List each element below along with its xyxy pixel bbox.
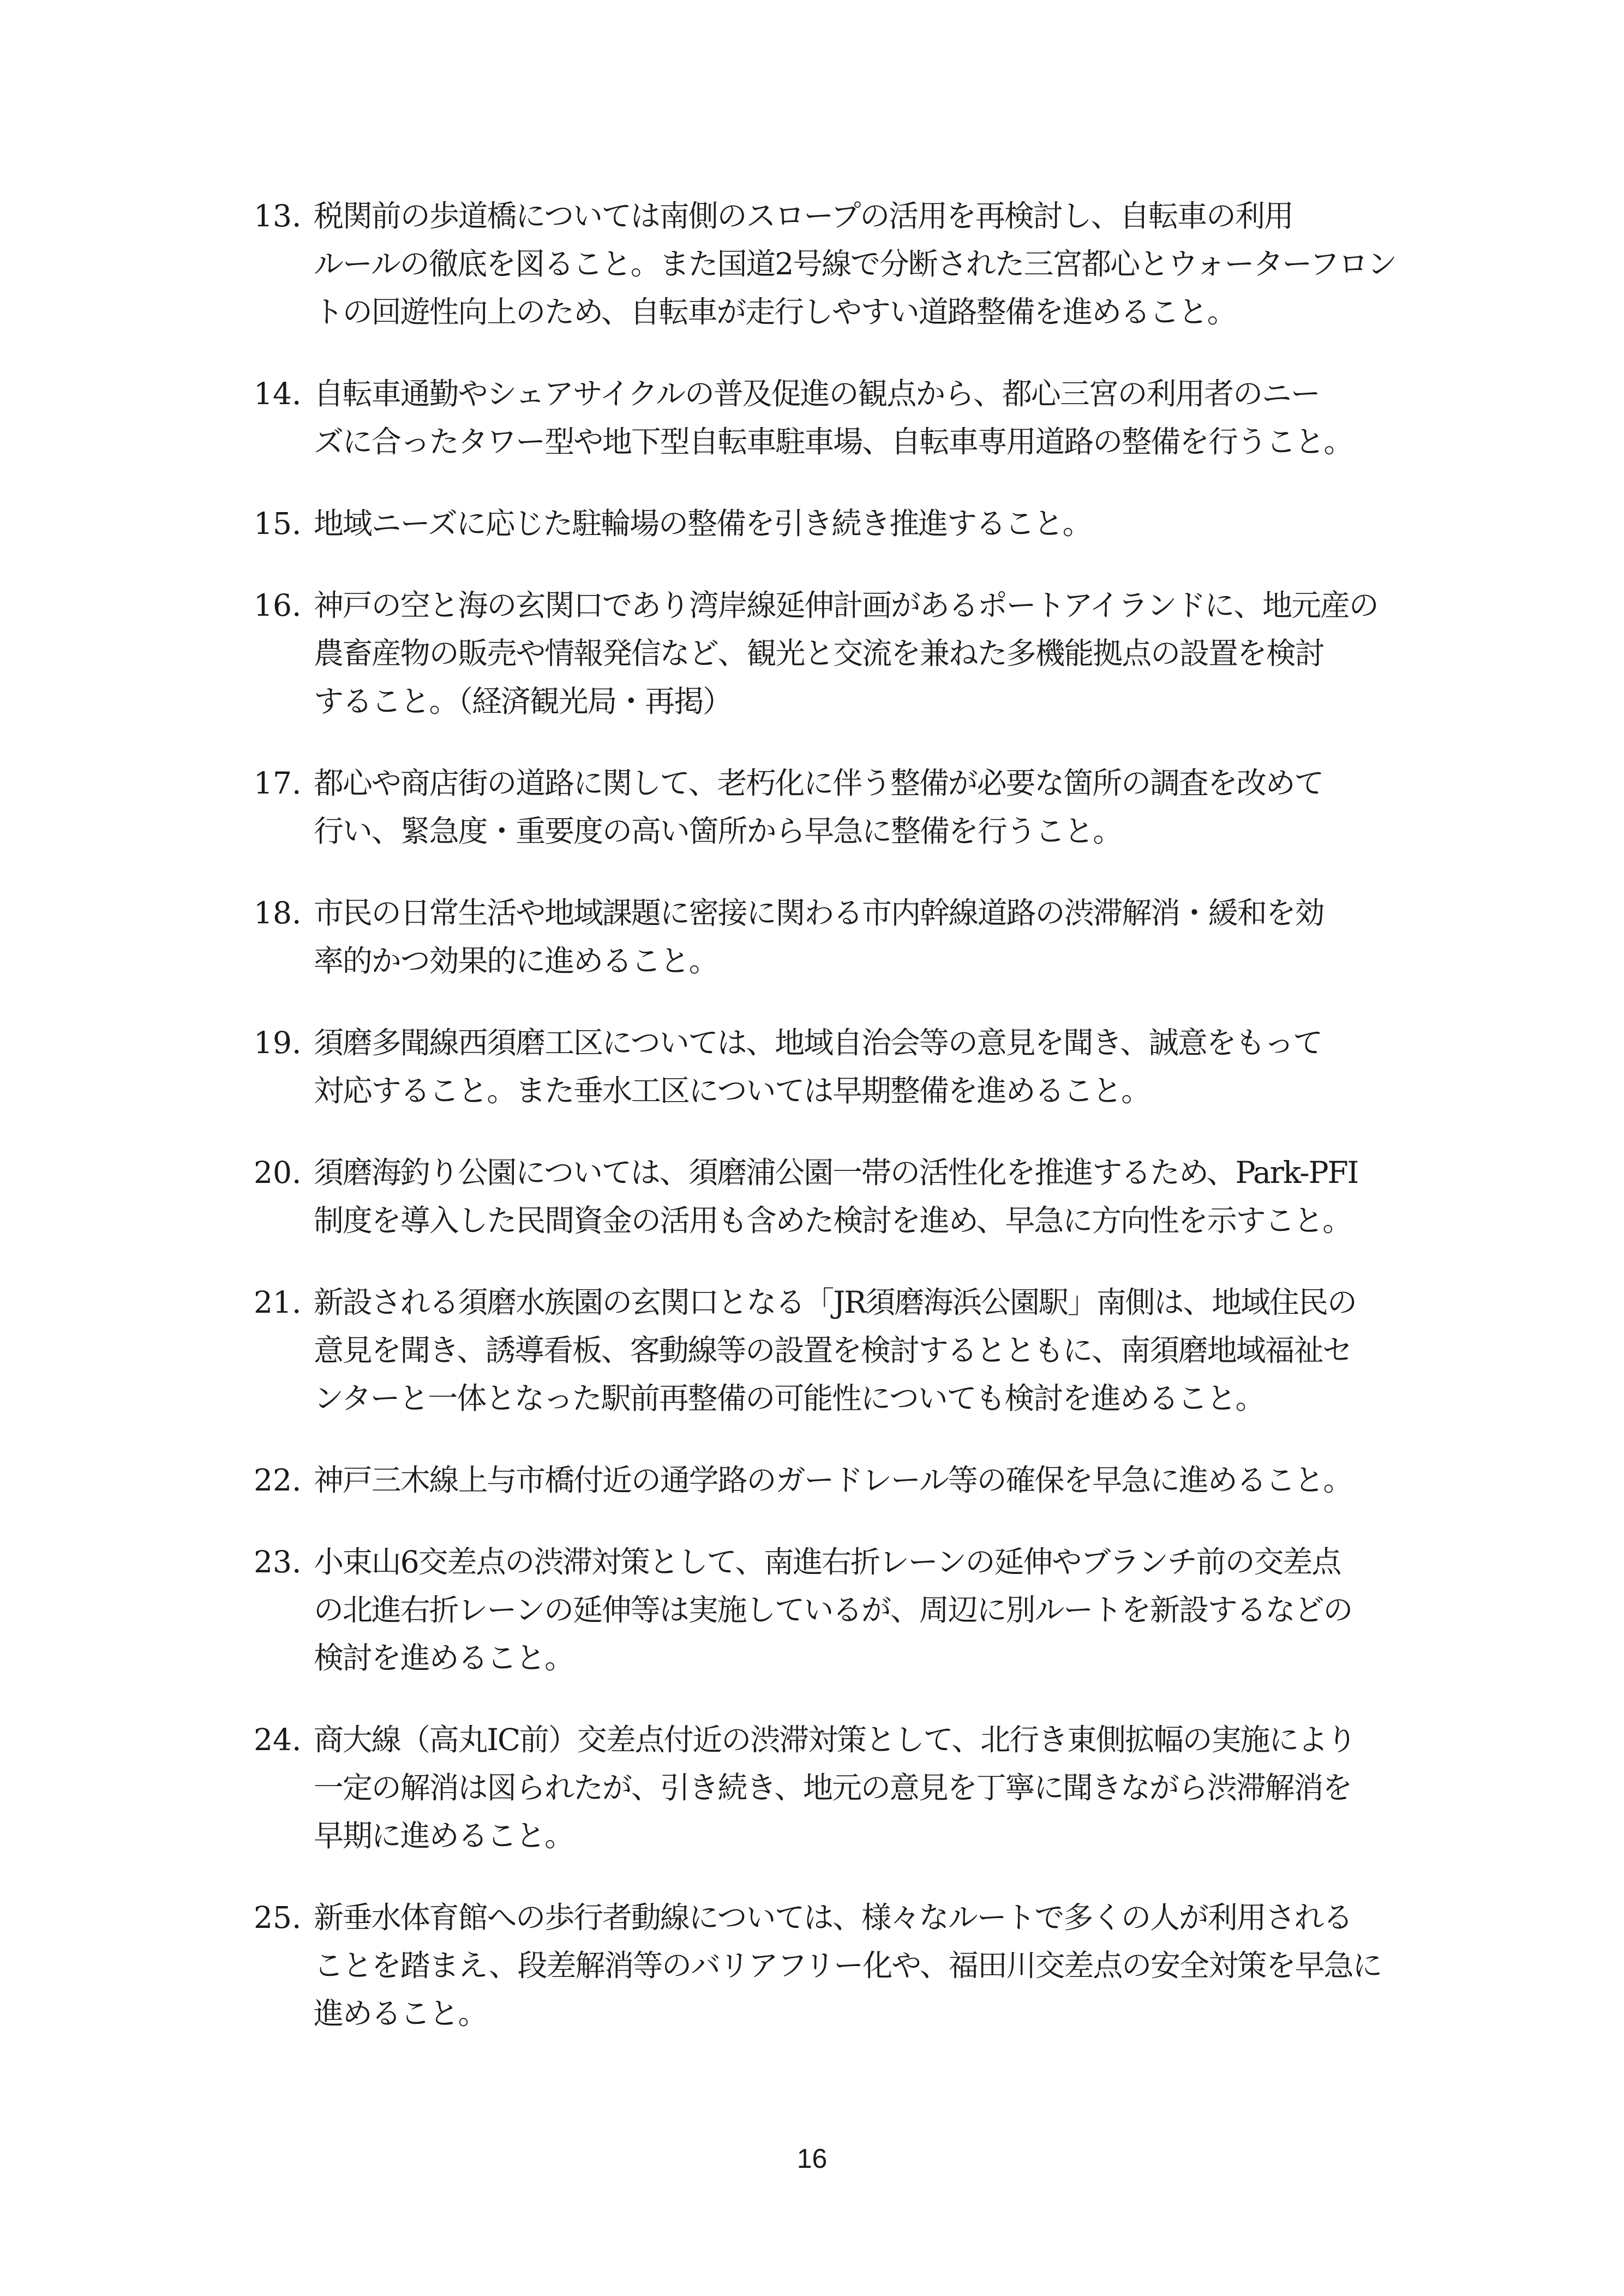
request-item bbox=[254, 1456, 1427, 1504]
item-text-line: の北進右折レーンの延伸等は実施しているが、周辺に別ルートを新設するなどの bbox=[314, 1592, 1352, 1627]
item-text bbox=[314, 889, 1427, 985]
item-text-line: 検討を進めること。 bbox=[314, 1640, 574, 1675]
request-item bbox=[254, 1149, 1427, 1245]
item-number: 24. bbox=[254, 1722, 302, 1757]
item-text-line: 須磨海釣り公園については、須磨浦公園一帯の活性化を推進するため、Park-PFI bbox=[314, 1155, 1358, 1190]
item-text bbox=[314, 192, 1427, 336]
item-text-line: 神戸三木線上与市橋付近の通学路のガードレール等の確保を早急に進めること。 bbox=[314, 1463, 1352, 1498]
request-item bbox=[254, 500, 1427, 548]
item-text-line: 市民の日常生活や地域課題に密接に関わる市内幹線道路の渋滞解消・緩和を効 bbox=[314, 895, 1324, 930]
item-text bbox=[314, 1894, 1427, 2037]
item-text-line: 新垂水体育館への歩行者動線については、様々なルートで多くの人が利用される bbox=[314, 1900, 1352, 1935]
item-text-line: すること。（経済観光局・再掲） bbox=[314, 684, 732, 719]
item-text bbox=[314, 1538, 1427, 1682]
item-number: 15. bbox=[254, 506, 302, 541]
item-text bbox=[314, 1278, 1427, 1422]
item-text-line: 新設される須磨水族園の玄関口となる「JR須磨海浜公園駅」南側は、地域住民の bbox=[314, 1285, 1356, 1320]
item-number: 18. bbox=[254, 895, 302, 930]
item-text bbox=[314, 759, 1427, 855]
item-text-line: 商大線（高丸IC前）交差点付近の渋滞対策として、北行き東側拡幅の実施により bbox=[314, 1722, 1356, 1757]
item-text-line: 進めること。 bbox=[314, 1996, 487, 2031]
item-text-line: 地域ニーズに応じた駐輪場の整備を引き続き推進すること。 bbox=[314, 506, 1092, 541]
item-text bbox=[314, 500, 1427, 548]
item-text-line: ズに合ったタワー型や地下型自転車駐車場、自転車専用道路の整備を行うこと。 bbox=[314, 424, 1353, 459]
item-text bbox=[314, 1149, 1427, 1245]
request-item bbox=[254, 1019, 1427, 1115]
request-item bbox=[254, 1278, 1427, 1422]
item-text-line: 行い、緊急度・重要度の高い箇所から早急に整備を行うこと。 bbox=[314, 814, 1122, 849]
request-item bbox=[254, 889, 1427, 985]
request-item bbox=[254, 370, 1427, 466]
item-text-line: 都心や商店街の道路に関して、老朽化に伴う整備が必要な箇所の調査を改めて bbox=[314, 766, 1323, 801]
item-text-line: トの回遊性向上のため、自転車が走行しやすい道路整備を進めること。 bbox=[314, 294, 1236, 329]
item-text-line: ことを踏まえ、段差解消等のバリアフリー化や、福田川交差点の安全対策を早急に bbox=[314, 1948, 1382, 1983]
item-number: 25. bbox=[254, 1900, 302, 1935]
item-text-line: ンターと一体となった駅前再整備の可能性についても検討を進めること。 bbox=[314, 1381, 1265, 1416]
item-text-line: 神戸の空と海の玄関口であり湾岸線延伸計画があるポートアイランドに、地元産の bbox=[314, 588, 1378, 623]
request-item bbox=[254, 759, 1427, 855]
item-text bbox=[314, 581, 1427, 725]
item-text-line: 率的かつ効果的に進めること。 bbox=[314, 943, 718, 978]
item-number: 22. bbox=[254, 1463, 302, 1498]
item-number: 23. bbox=[254, 1544, 302, 1579]
item-text bbox=[314, 1716, 1427, 1860]
item-text-line: 一定の解消は図られたが、引き続き、地元の意見を丁寧に聞きながら渋滞解消を bbox=[314, 1770, 1352, 1805]
request-item bbox=[254, 192, 1427, 336]
request-item bbox=[254, 1894, 1427, 2037]
item-number: 17. bbox=[254, 766, 302, 801]
request-item bbox=[254, 581, 1427, 725]
item-number: 14. bbox=[254, 376, 302, 411]
item-number: 13. bbox=[254, 199, 302, 233]
item-text-line: 早期に進めること。 bbox=[314, 1818, 574, 1853]
item-number: 19. bbox=[254, 1025, 302, 1060]
item-text-line: 対応すること。また垂水工区については早期整備を進めること。 bbox=[314, 1073, 1150, 1108]
item-text-line: ルールの徹底を図ること。また国道2号線で分断された三宮都心とウォーターフロン bbox=[314, 247, 1397, 281]
item-text bbox=[314, 1019, 1427, 1115]
item-text-line: 税関前の歩道橋については南側のスロープの活用を再検討し、自転車の利用 bbox=[314, 199, 1293, 233]
item-number: 20. bbox=[254, 1155, 302, 1190]
item-number: 16. bbox=[254, 588, 302, 623]
item-text bbox=[314, 370, 1427, 466]
request-item bbox=[254, 1538, 1427, 1682]
item-text-line: 須磨多聞線西須磨工区については、地域自治会等の意見を聞き、誠意をもって bbox=[314, 1025, 1322, 1060]
item-text-line: 小束山6交差点の渋滞対策として、南進右折レーンの延伸やブランチ前の交差点 bbox=[314, 1544, 1341, 1579]
request-item bbox=[254, 1716, 1427, 1860]
page-number: 16 bbox=[796, 2143, 828, 2174]
item-text-line: 制度を導入した民間資金の活用も含めた検討を進め、早急に方向性を示すこと。 bbox=[314, 1203, 1352, 1238]
item-text-line: 農畜産物の販売や情報発信など、観光と交流を兼ねた多機能拠点の設置を検討 bbox=[314, 636, 1324, 671]
item-text-line: 自転車通勤やシェアサイクルの普及促進の観点から、都心三宮の利用者のニー bbox=[314, 376, 1320, 411]
item-text-line: 意見を聞き、誘導看板、客動線等の設置を検討するとともに、南須磨地域福祉セ bbox=[314, 1333, 1352, 1368]
item-text bbox=[314, 1456, 1427, 1504]
request-item-list bbox=[254, 192, 1427, 2071]
item-number: 21. bbox=[254, 1285, 302, 1320]
